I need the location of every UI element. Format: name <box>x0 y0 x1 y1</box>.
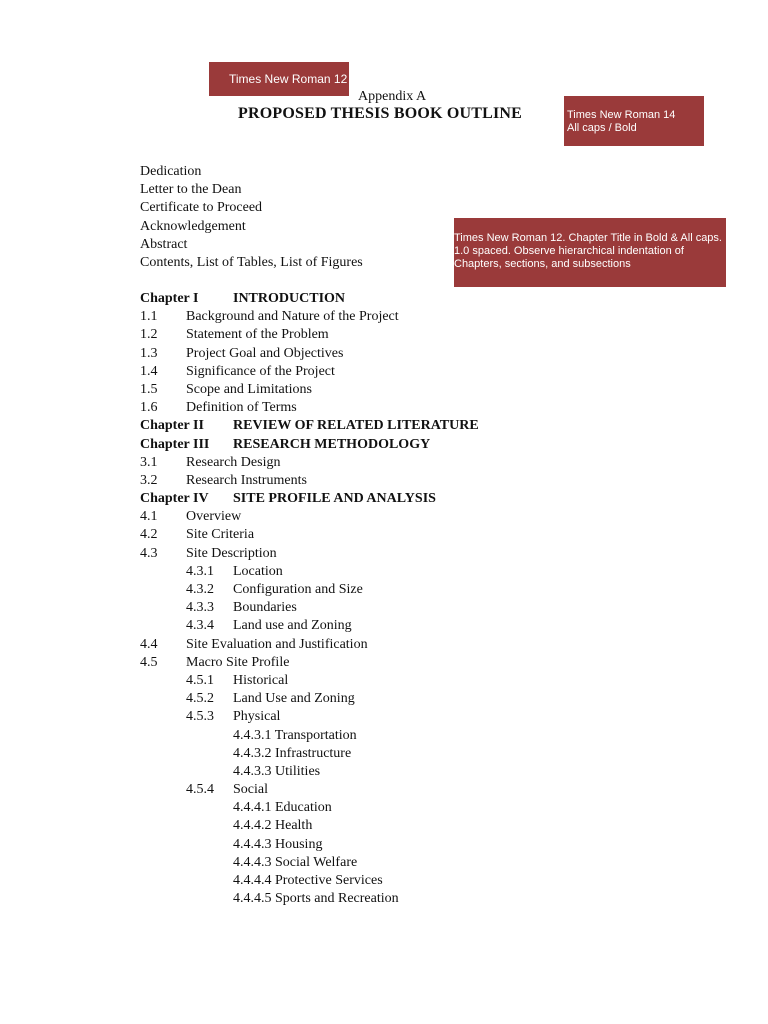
callout-text-line2: All caps / Bold <box>567 122 637 134</box>
item-number: 4.4 <box>140 636 158 652</box>
item-title: 4.4.4.3 Housing <box>233 836 323 852</box>
item-title: Site Description <box>186 545 277 561</box>
item-number: 4.3.4 <box>186 618 214 634</box>
item-number: 4.3.2 <box>186 582 214 597</box>
item-title: Physical <box>233 709 281 725</box>
item-title: Statement of the Problem <box>186 327 329 343</box>
item-title: Location <box>233 563 283 579</box>
front-matter-item: Abstract <box>140 236 188 252</box>
item-number: Chapter III <box>140 436 210 452</box>
item-title: Land Use and Zoning <box>233 691 355 707</box>
front-matter-item: Certificate to Proceed <box>140 200 263 216</box>
item-number: 4.5.3 <box>186 709 214 725</box>
item-title: REVIEW OF RELATED LITERATURE <box>233 418 479 434</box>
item-title: 4.4.4.5 Sports and Recreation <box>233 891 399 907</box>
item-number: Chapter II <box>140 418 204 434</box>
item-number: Chapter I <box>140 291 199 306</box>
item-number: 4.3.3 <box>186 600 214 616</box>
callout-text: Times New Roman 12. Chapter Title in Bold & All caps. 1.0 spaced. Observe hierarchical indentation of Chapters, sections, and subsections <box>454 232 722 270</box>
item-title: Boundaries <box>233 600 297 616</box>
item-number: 4.5 <box>140 654 158 670</box>
item-number: 1.6 <box>140 400 158 416</box>
font-callout-14 <box>564 96 704 146</box>
front-matter-item: Letter to the Dean <box>140 182 242 198</box>
item-title: Site Evaluation and Justification <box>186 636 368 652</box>
chapters-callout <box>454 218 726 287</box>
item-title: 4.4.3.2 Infrastructure <box>233 745 352 761</box>
font-callout-12 <box>209 62 349 96</box>
item-number: 1.1 <box>140 309 158 325</box>
item-number: 4.3.1 <box>186 563 214 579</box>
item-title: Background and Nature of the Project <box>186 309 399 325</box>
item-number: 4.5.2 <box>186 691 214 707</box>
item-title: 4.4.4.3 Social Welfare <box>233 854 358 870</box>
front-matter-item: Acknowledgement <box>140 218 246 234</box>
item-number: 1.2 <box>140 327 158 343</box>
item-title: 4.4.4.2 Health <box>233 818 313 834</box>
item-title: Significance of the Project <box>186 363 335 379</box>
item-title: RESEARCH METHODOLOGY <box>233 436 431 452</box>
item-title: Overview <box>186 509 242 525</box>
item-title: Configuration and Size <box>233 582 363 597</box>
item-title: 4.4.4.1 Education <box>233 800 332 816</box>
front-matter-item: Dedication <box>140 164 202 179</box>
item-number: 3.1 <box>140 454 158 470</box>
item-number: 1.4 <box>140 363 158 379</box>
item-title: Project Goal and Objectives <box>186 345 344 361</box>
item-number: 1.5 <box>140 381 158 397</box>
item-title: 4.4.3.3 Utilities <box>233 763 321 779</box>
item-title: 4.4.3.1 Transportation <box>233 727 357 743</box>
callout-text-line1: Times New Roman 14 <box>567 109 676 121</box>
item-title: Scope and Limitations <box>186 381 312 397</box>
item-number: 4.2 <box>140 527 158 543</box>
page-title: PROPOSED THESIS BOOK OUTLINE <box>238 105 523 122</box>
item-title: INTRODUCTION <box>233 291 346 306</box>
appendix-label: Appendix A <box>358 89 427 104</box>
item-title: Site Criteria <box>186 527 255 543</box>
front-matter-list <box>140 163 363 272</box>
item-number: 4.5.4 <box>186 782 214 798</box>
item-number: 4.3 <box>140 545 158 561</box>
callout-text: Times New Roman 12 <box>229 72 348 86</box>
item-number: 4.1 <box>140 509 158 525</box>
front-matter-item: Contents, List of Tables, List of Figures <box>140 255 363 271</box>
item-title: 4.4.4.4 Protective Services <box>233 873 383 888</box>
item-title: SITE PROFILE AND ANALYSIS <box>233 491 436 507</box>
item-title: Research Design <box>186 454 281 470</box>
item-number: 4.5.1 <box>186 672 214 688</box>
item-title: Land use and Zoning <box>233 618 352 634</box>
item-number: Chapter IV <box>140 491 209 507</box>
item-title: Social <box>233 782 268 798</box>
item-title: Definition of Terms <box>186 400 297 416</box>
item-title: Research Instruments <box>186 472 307 488</box>
item-number: 3.2 <box>140 472 158 488</box>
item-number: 1.3 <box>140 345 158 361</box>
item-title: Historical <box>233 672 289 688</box>
item-title: Macro Site Profile <box>186 654 290 670</box>
